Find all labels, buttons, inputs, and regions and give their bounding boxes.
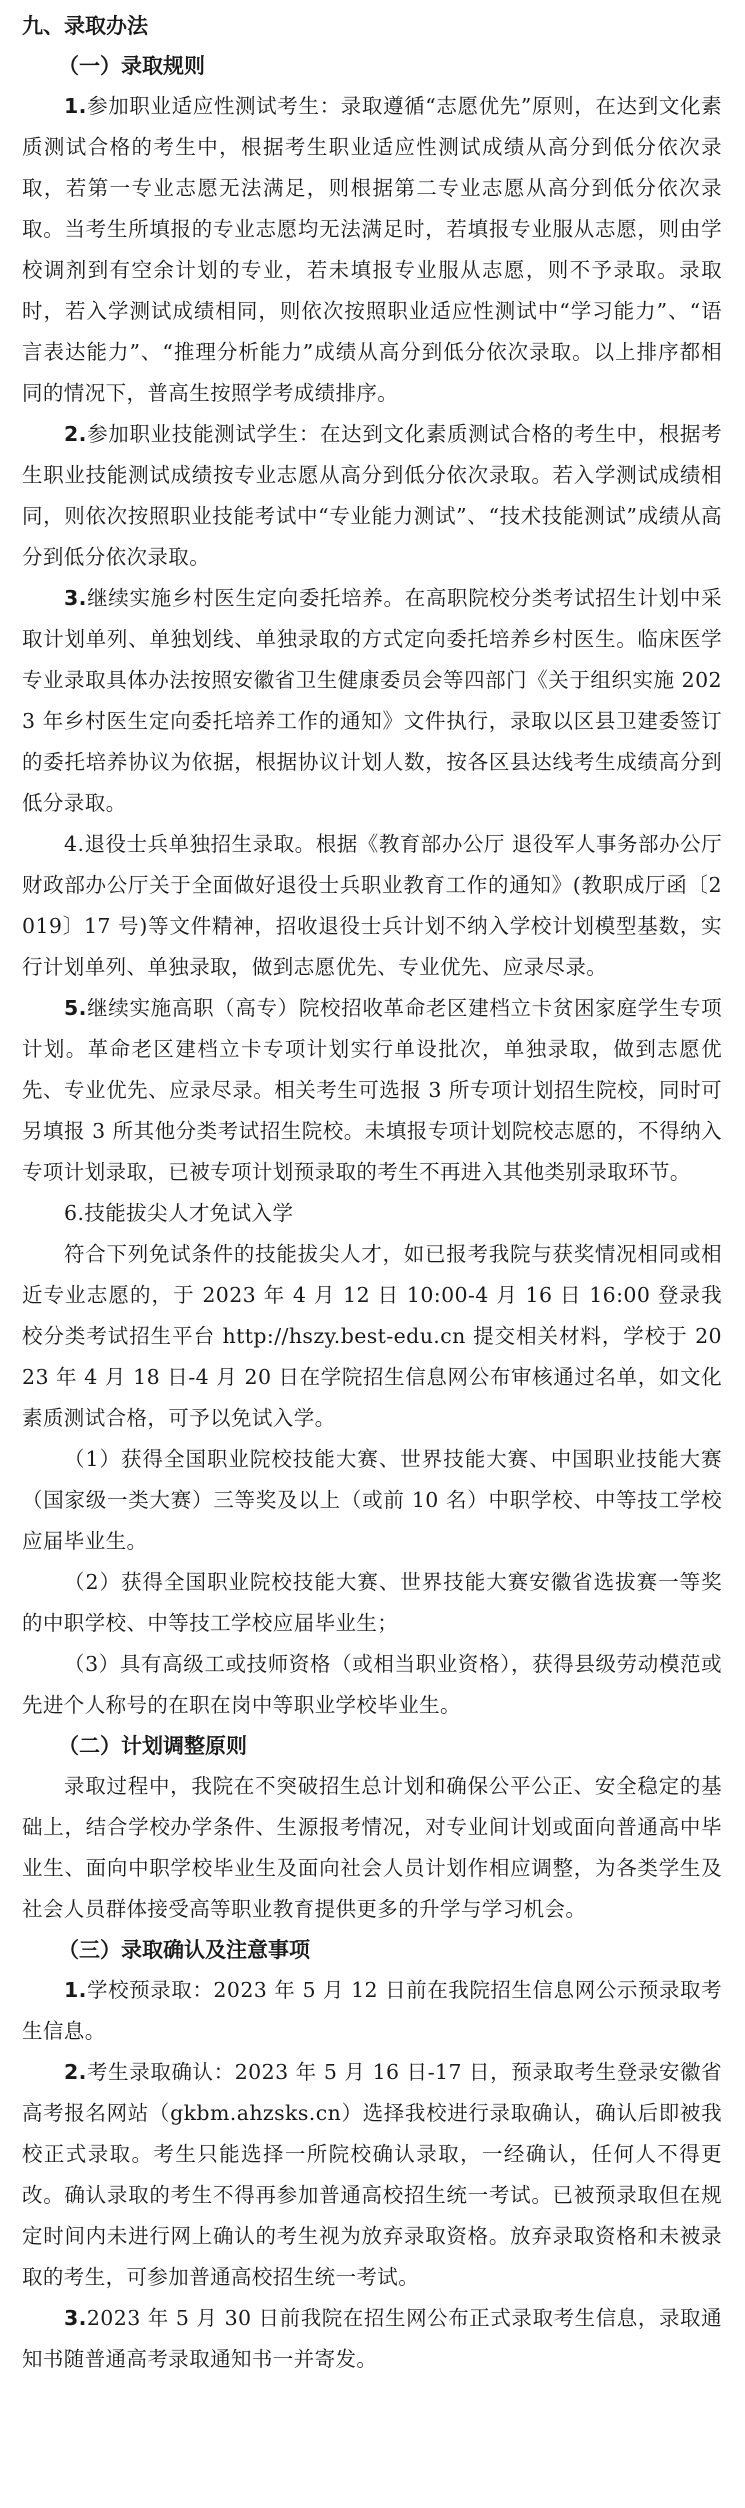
exemption-paragraph: 符合下列免试条件的技能拔尖人才，如已报考我院与获奖情况相同或相近专业志愿的，于 2023 年 4 月 12 日 10:00-4 月 16 日 16:00 登录我校分类考试招生平台 http://hszy.best-edu.cn 提交相关材料，学校于 2023 年 4 月 18 日-4 月 20 日在学院招生信息网公布审核通过名单，如文化素质测试合格，可予以免试入学。: [22, 1242, 722, 1430]
subsection-title-plan-adjustment: （二）计划调整原则: [58, 1734, 247, 1758]
rule-paragraph-2: [22, 414, 722, 578]
rule-number: 1.: [64, 94, 87, 118]
rule-text: 继续实施乡村医生定向委托培养。在高职院校分类考试招生计划中采取计划单列、单独划线、单独录取的方式定向委托培养乡村医生。临床医学专业录取具体办法按照安徽省卫生健康委员会等四部门《关于组织实施 2023 年乡村医生定向委托培养工作的通知》文件执行，录取以区县卫建委签订的委托培养协议为依据，根据协议计划人数，按各区县达线考生成绩高分到低分录取。: [22, 586, 722, 815]
subsection-title-confirmation: （三）录取确认及注意事项: [58, 1938, 310, 1962]
section-title: 九、录取办法: [22, 14, 148, 38]
rule-paragraph-6: [22, 1193, 722, 1234]
condition-number: （3）: [64, 1652, 120, 1676]
plan-adjustment-paragraph: 录取过程中，我院在不突破招生总计划和确保公平公正、安全稳定的基础上，结合学校办学条件、生源报考情况，对专业间计划或面向普通高中毕业生、面向中职学校毕业生及面向社会人员计划作相应调整，为各类学生及社会人员群体接受高等职业教育提供更多的升学与学习机会。: [22, 1774, 722, 1921]
rule-number: 4.: [64, 832, 85, 856]
rule-text: 继续实施高职（高专）院校招收革命老区建档立卡贫困家庭学生专项计划。革命老区建档立卡专项计划实行单设批次，单独录取，做到志愿优先、专业优先、应录尽录。相关考生可选报 3 所专项计划招生院校，同时可另填报 3 所其他分类考试招生院校。未填报专项计划院校志愿的，不得纳入专项计划录取，已被专项计划预录取的考生不再进入其他类别录取环节。: [22, 996, 722, 1184]
condition-text: 具有高级工或技师资格（或相当职业资格），获得县级劳动模范或先进个人称号的在职在岗中等职业学校毕业生。: [22, 1652, 722, 1717]
subsection-title-admission-rules: （一）录取规则: [58, 54, 205, 78]
item-number: 1.: [64, 1978, 87, 2002]
rule-text: 参加职业技能测试学生：在达到文化素质测试合格的考生中，根据考生职业技能测试成绩按专业志愿从高分到低分依次录取。若入学测试成绩相同，则依次按照职业技能考试中“专业能力测试”、“技术技能测试”成绩从高分到低分依次录取。: [22, 422, 722, 569]
rule-paragraph-1: [22, 86, 722, 414]
rule-paragraph-4: [22, 824, 722, 988]
condition-text: 获得全国职业院校技能大赛、世界技能大赛安徽省选拔赛一等奖的中职学校、中等技工学校应届毕业生；: [22, 1570, 722, 1635]
rule-number: 5.: [64, 996, 87, 1020]
item-text: 学校预录取：2023 年 5 月 12 日前在我院招生信息网公示预录取考生信息。: [22, 1978, 722, 2043]
admission-section: [22, 6, 722, 2380]
rule-text: 技能拔尖人才免试入学: [84, 1201, 294, 1225]
item-text: 2023 年 5 月 30 日前我院在招生网公布正式录取考生信息，录取通知书随普通高考录取通知书一并寄发。: [22, 2306, 722, 2371]
confirmation-paragraph-2: [22, 2052, 722, 2298]
rule-text: 退役士兵单独招生录取。根据《教育部办公厅 退役军人事务部办公厅 财政部办公厅关于全面做好退役士兵职业教育工作的通知》(教职成厅函〔2019〕17 号)等文件精神，招收退役士兵计划不纳入学校计划模型基数，实行计划单列、单独录取，做到志愿优先、专业优先、应录尽录。: [22, 832, 722, 979]
confirmation-paragraph-1: [22, 1970, 722, 2052]
exemption-condition-2: [22, 1562, 722, 1644]
item-number: 2.: [64, 2060, 87, 2084]
confirmation-paragraph-3: [22, 2298, 722, 2380]
rule-text: 参加职业适应性测试考生：录取遵循“志愿优先”原则，在达到文化素质测试合格的考生中，根据考生职业适应性测试成绩从高分到低分依次录取，若第一专业志愿无法满足，则根据第二专业志愿从高分到低分依次录取。当考生所填报的专业志愿均无法满足时，若填报专业服从志愿，则由学校调剂到有空余计划的专业，若未填报专业服从志愿，则不予录取。录取时，若入学测试成绩相同，则依次按照职业适应性测试中“学习能力”、“语言表达能力”、“推理分析能力”成绩从高分到低分依次录取。以上排序都相同的情况下，普高生按照学考成绩排序。: [22, 94, 722, 405]
rule-number: 2.: [64, 422, 87, 446]
rule-paragraph-5: [22, 988, 722, 1193]
rule-paragraph-3: [22, 578, 722, 824]
condition-number: （1）: [64, 1447, 121, 1471]
condition-number: （2）: [64, 1570, 121, 1594]
rule-number: 3.: [64, 586, 87, 610]
exemption-condition-1: [22, 1439, 722, 1562]
item-text: 考生录取确认：2023 年 5 月 16 日-17 日，预录取考生登录安徽省高考报名网站（gkbm.ahzsks.cn）选择我校进行录取确认，确认后即被我校正式录取。考生只能选择一所院校确认录取，一经确认，任何人不得更改。确认录取的考生不得再参加普通高校招生统一考试。已被预录取但在规定时间内未进行网上确认的考生视为放弃录取资格。放弃录取资格和未被录取的考生，可参加普通高校招生统一考试。: [22, 2060, 722, 2289]
rule-number: 6.: [64, 1201, 85, 1225]
exemption-condition-3: [22, 1644, 722, 1726]
item-number: 3.: [64, 2306, 87, 2330]
condition-text: 获得全国职业院校技能大赛、世界技能大赛、中国职业技能大赛（国家级一类大赛）三等奖及以上（或前 10 名）中职学校、中等技工学校应届毕业生。: [22, 1447, 722, 1553]
